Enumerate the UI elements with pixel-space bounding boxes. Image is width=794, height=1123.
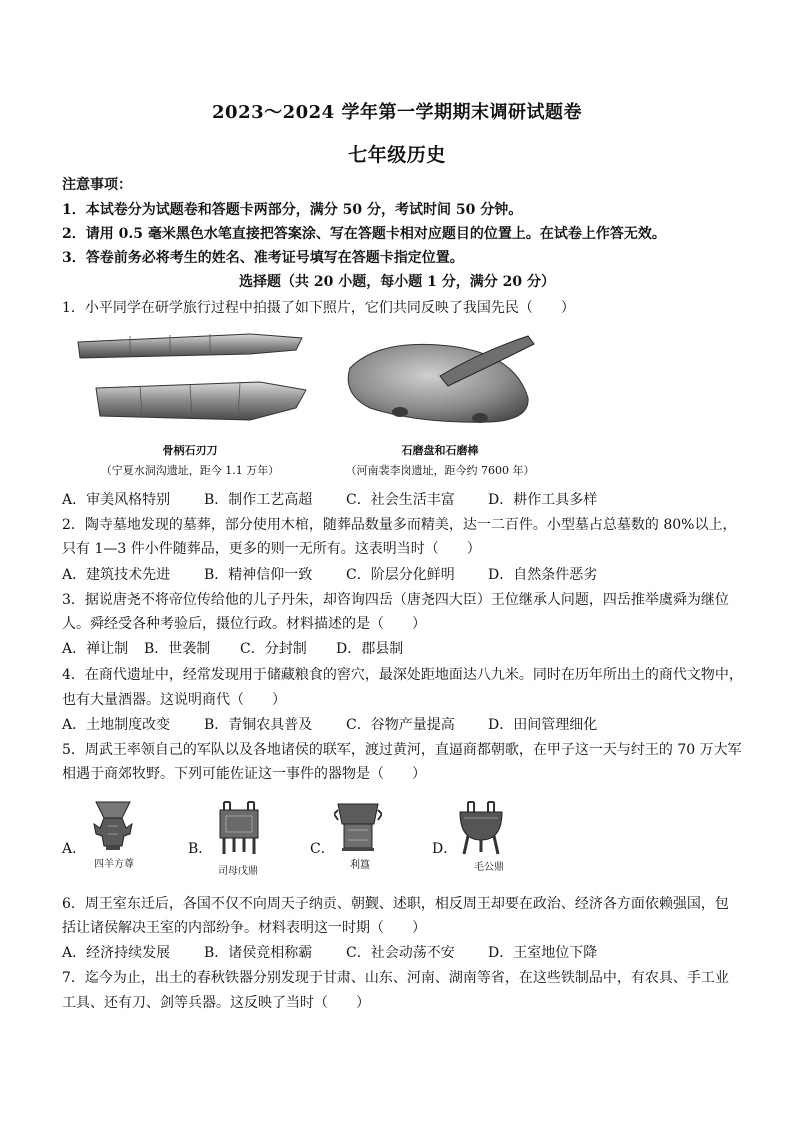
q4-option-c: C．谷物产量提高 — [346, 717, 455, 733]
notes-heading: 注意事项： — [62, 177, 132, 193]
q3-option-b: B．世袭制 — [144, 641, 211, 657]
q5-line-1: 5．周武王率领自己的军队以及各地诸侯的联军，渡过黄河，直逼商都朝歌，在甲子这一天与纣王的 70 万大军 — [62, 742, 742, 758]
q4-option-b: B．青铜农具普及 — [204, 717, 313, 733]
notes-item-2: 2．请用 0.5 毫米黑色水笔直接把答案涂、写在答题卡相对应题目的位置上。在试卷上作答无效。 — [62, 226, 666, 242]
fig1-caption: 骨柄石刃刀 — [162, 444, 218, 457]
q3-option-a: A．禅让制 — [62, 641, 129, 657]
bone-handle-knife-image — [70, 324, 310, 434]
section-title: 选择题（共 20 小题，每小题 1 分，满分 20 分） — [239, 274, 555, 290]
q1-option-c: C．社会生活丰富 — [346, 492, 455, 508]
q5-option-a-letter: A． — [62, 841, 87, 857]
li-gui-image — [334, 800, 382, 852]
q6-options — [62, 944, 742, 962]
fig2-note: （河南裴李岗遗址，距今约 7600 年） — [345, 464, 535, 477]
q1-option-b: B．制作工艺高超 — [204, 492, 313, 508]
grinding-stone-image — [340, 328, 540, 428]
q5-option-c-letter: C． — [310, 841, 335, 857]
q4-option-d: D．田间管理细化 — [488, 717, 598, 733]
q2-option-a: A．建筑技术先进 — [62, 567, 171, 583]
four-goat-square-zun-image — [88, 800, 138, 852]
q6-option-b: B．诸侯竞相称霸 — [204, 945, 313, 961]
q3-line-2: 人。舜经受各种考验后，摄位行政。材料描述的是（ ） — [62, 616, 426, 632]
q5-line-2: 相遇于商郊牧野。下列可能佐证这一事件的器物是（ ） — [62, 766, 426, 782]
maogong-ding-image — [456, 800, 506, 856]
q5-vessel-a-caption: 四羊方尊 — [94, 859, 134, 870]
q6-option-d: D．王室地位下降 — [488, 945, 598, 961]
q5-vessel-c-caption: 利簋 — [350, 860, 370, 871]
q1-option-d: D．耕作工具多样 — [488, 492, 598, 508]
q2-line-2: 只有 1—3 件小件随葬品，更多的则一无所有。这表明当时（ ） — [62, 541, 481, 557]
q6-line-2: 括让诸侯解决王室的内部纷争。材料表明这一时期（ ） — [62, 920, 426, 936]
q6-option-a: A．经济持续发展 — [62, 945, 171, 961]
q5-vessel-b-caption: 司母戊鼎 — [218, 866, 258, 877]
fig2-caption: 石磨盘和石磨棒 — [401, 444, 479, 457]
q3-option-d: D．郡县制 — [336, 641, 404, 657]
exam-subtitle: 七年级历史 — [348, 144, 446, 166]
q2-line-1: 2．陶寺墓地发现的墓葬，部分使用木棺，随葬品数量多而精美，达一二百件。小型墓占总墓数的 80%以上， — [62, 517, 737, 533]
q5-option-b-letter: B． — [188, 841, 213, 857]
notes-item-1: 1．本试卷分为试题卷和答题卡两部分，满分 50 分，考试时间 50 分钟。 — [62, 202, 523, 218]
q4-option-a: A．土地制度改变 — [62, 717, 171, 733]
q3-options — [62, 640, 742, 658]
q2-options — [62, 566, 742, 584]
q4-options — [62, 716, 742, 734]
notes-item-3: 3．答卷前务必将考生的姓名、准考证号填写在答题卡指定位置。 — [62, 250, 464, 266]
q1-options — [62, 491, 742, 509]
fig1-note: （宁夏水洞沟遗址，距今 1.1 万年） — [100, 464, 280, 477]
q5-option-d-letter: D． — [432, 841, 458, 857]
q1-stem: 1．小平同学在研学旅行过程中拍摄了如下照片，它们共同反映了我国先民（ ） — [62, 300, 575, 316]
simuwu-ding-image — [214, 800, 264, 858]
q7-line-2: 工具、还有刀、剑等兵器。这反映了当时（ ） — [62, 995, 370, 1011]
q1-option-a: A．审美风格特别 — [62, 492, 171, 508]
q2-option-b: B．精神信仰一致 — [204, 567, 313, 583]
q3-line-1: 3．据说唐尧不将帝位传给他的儿子丹朱，却咨询四岳（唐尧四大臣）王位继承人问题，四岳推举虞舜为继位 — [62, 592, 729, 608]
q2-option-c: C．阶层分化鲜明 — [346, 567, 455, 583]
q4-line-1: 4．在商代遗址中，经常发现用于储藏粮食的窖穴，最深处距地面达八九米。同时在历年所出土的商代文物中， — [62, 667, 743, 683]
exam-title: 2023～2024 学年第一学期期末调研试题卷 — [212, 102, 582, 123]
q3-option-c: C．分封制 — [240, 641, 307, 657]
q6-line-1: 6．周王室东迁后，各国不仅不向周天子纳贡、朝觐、述职，相反周王却要在政治、经济各方面依赖强国，包 — [62, 896, 729, 912]
q2-option-d: D．自然条件恶劣 — [488, 567, 598, 583]
q4-line-2: 也有大量酒器。这说明商代（ ） — [62, 692, 286, 708]
q7-line-1: 7．迄今为止，出土的春秋铁器分别发现于甘肃、山东、河南、湖南等省，在这些铁制品中，有农具、手工业 — [62, 970, 729, 986]
q6-option-c: C．社会动荡不安 — [346, 945, 455, 961]
q5-vessel-d-caption: 毛公鼎 — [474, 862, 504, 873]
